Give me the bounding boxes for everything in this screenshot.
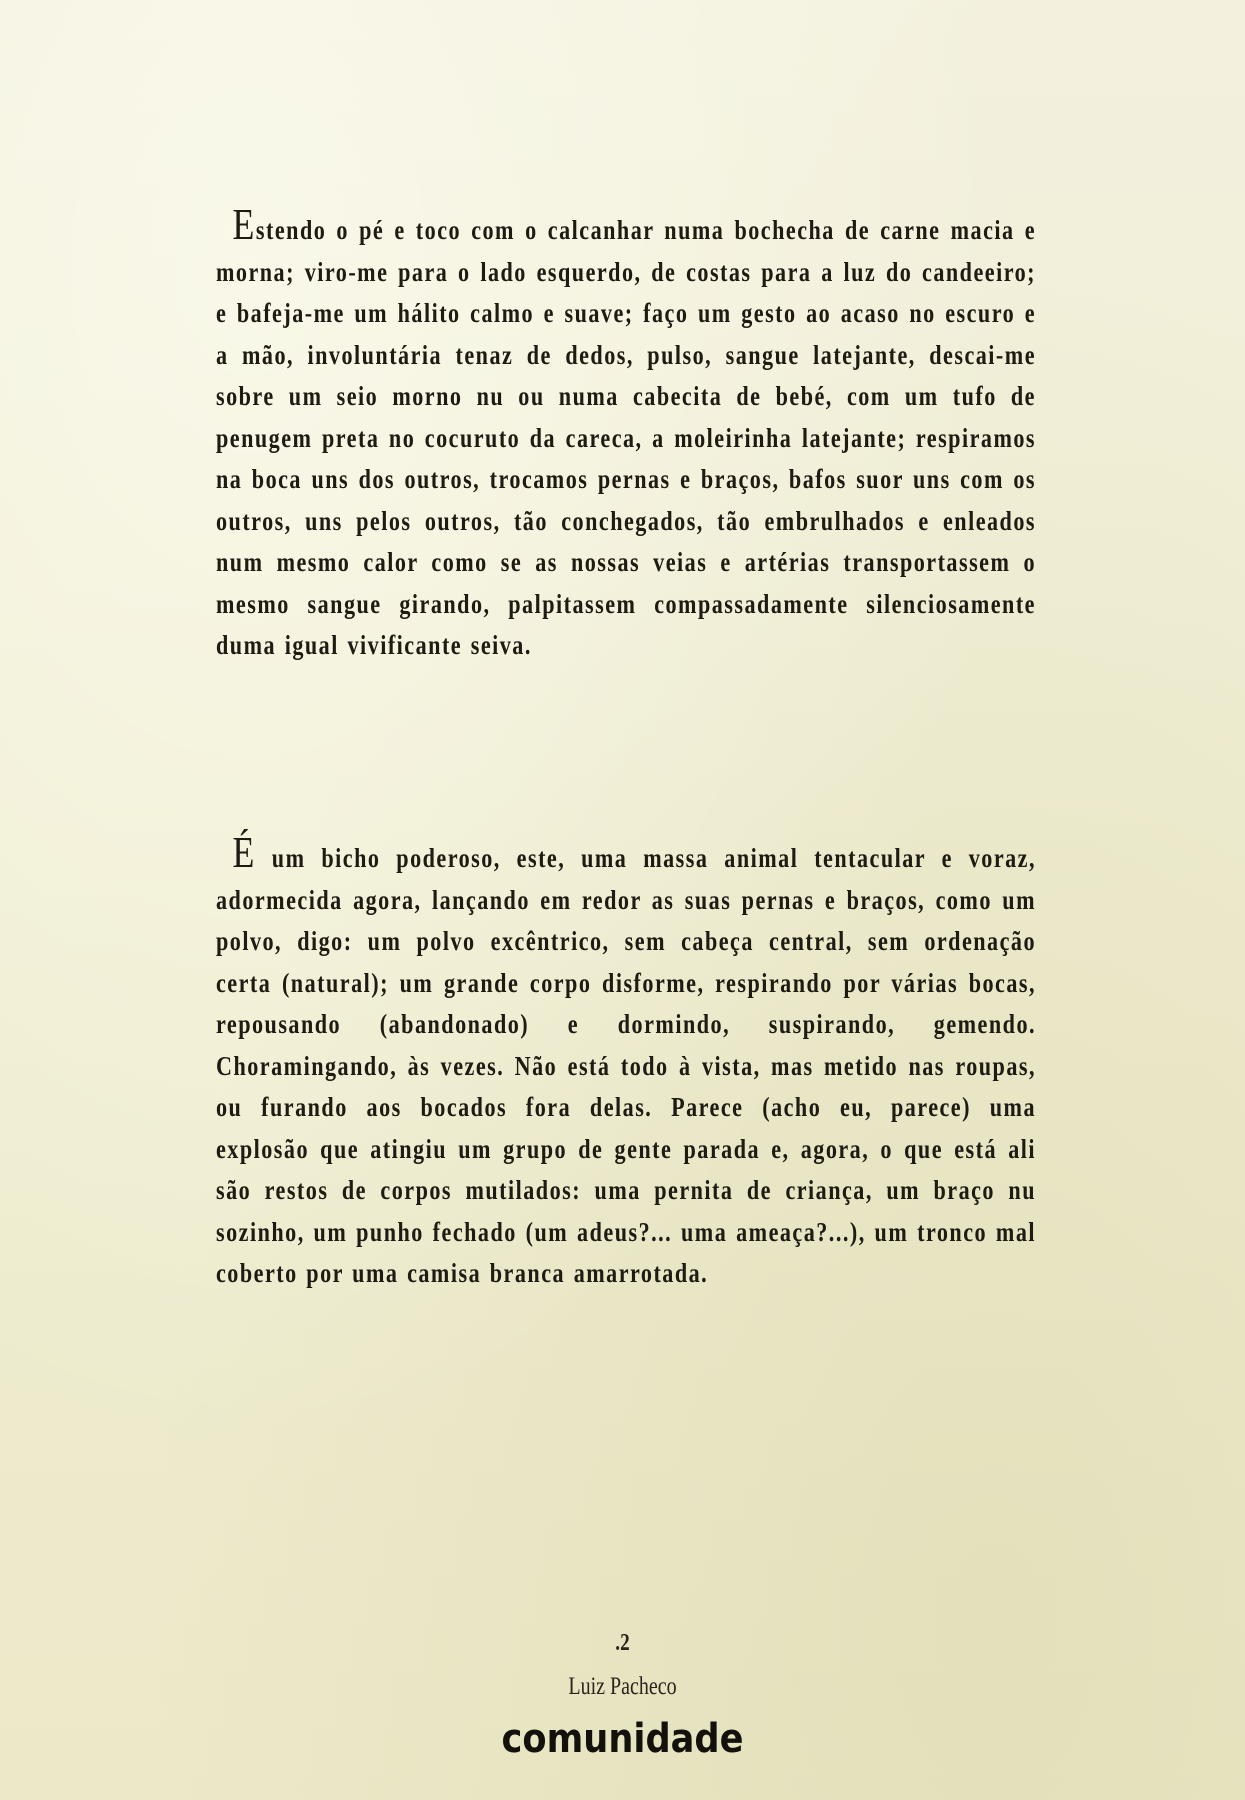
paragraph-1-initial: E <box>232 200 256 249</box>
page-number: .2 <box>615 1630 630 1656</box>
paragraph-2-initial: É <box>232 828 256 877</box>
paragraph-2 <box>216 828 1036 1295</box>
paragraph-2-body: um bicho poderoso, este, uma massa animal tentacular e voraz, adormecida agora, lançando em redor as suas pernas e braços, como um polvo, digo: um polvo excêntrico, sem cabeça central, sem ordenação certa (natural); um grande corpo disforme, respirando por várias bocas, repousando (abandonado) e dormindo, suspirando, gemendo. Choramingando, às vezes. Não está todo à vista, mas metido nas roupas, ou furando aos bocados fora delas. Parece (acho eu, parece) uma explosão que atingiu um grupo de gente parada e, agora, o que está ali são restos de corpos mutilados: uma pernita de criança, um braço nu sozinho, um punho fechado (um adeus?... uma ameaça?...), um tronco mal coberto por uma camisa branca amarrotada. <box>216 843 1036 1288</box>
author-name: Luiz Pacheco <box>568 1673 677 1700</box>
paragraph-1-text <box>216 200 1036 667</box>
paragraph-1-body: stendo o pé e toco com o calcanhar numa bochecha de carne macia e morna; viro-me para o lado esquerdo, de costas para a luz do candeeiro; e bafeja-me um hálito calmo e suave; faço um gesto ao acaso no escuro e a mão, involuntária tenaz de dedos, pulso, sangue latejante, descai-me sobre um seio morno nu ou numa cabecita de bebé, com um tufo de penugem preta no cocuruto da careca, a moleirinha latejante; respiramos na boca uns dos outros, trocamos pernas e braços, bafos suor uns com os outros, uns pelos outros, tão conchegados, tão embrulhados e enleados num mesmo calor como se as nossas veias e artérias transportassem o mesmo sangue girando, palpitassem compassadamente silenciosamente duma igual vivificante seiva. <box>216 215 1036 660</box>
paragraph-1 <box>216 200 1036 667</box>
publisher-logo: comunidade <box>501 1716 744 1762</box>
paragraph-2-text <box>216 828 1036 1295</box>
